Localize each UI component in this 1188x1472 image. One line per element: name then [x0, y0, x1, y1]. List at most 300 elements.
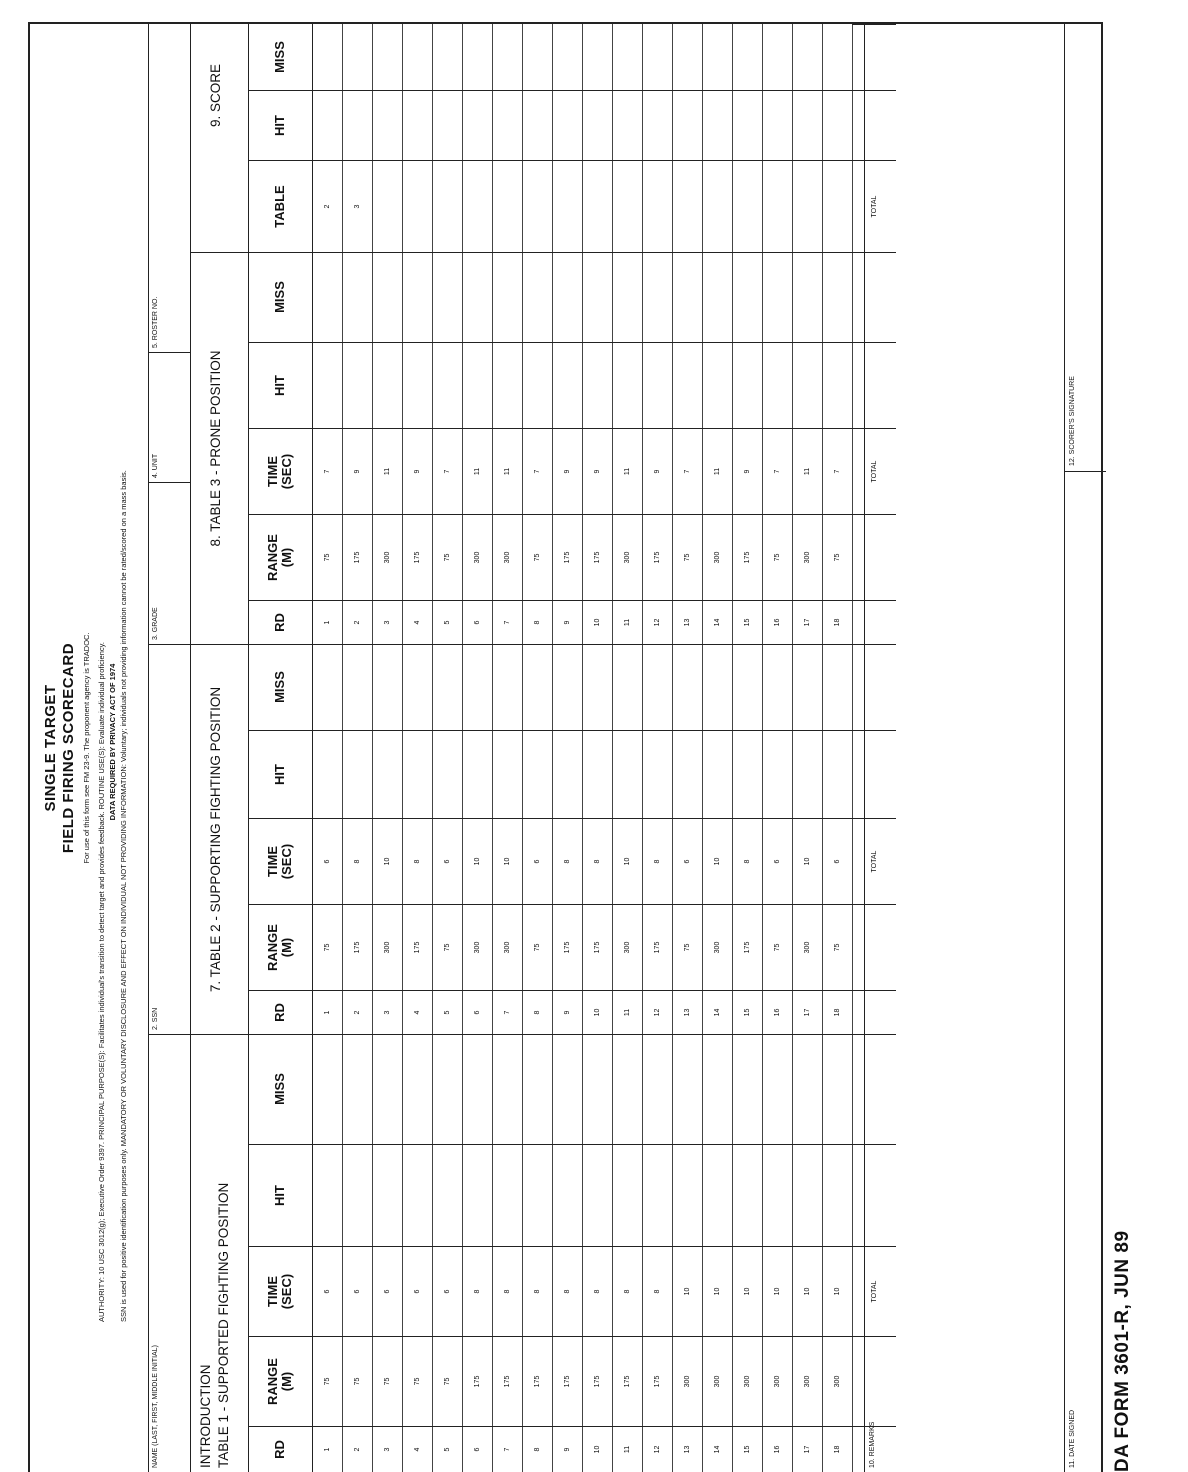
table2-cell: 15 [732, 990, 762, 1034]
table2-cell[interactable] [402, 644, 432, 730]
table1-cell[interactable] [522, 1034, 552, 1144]
table2-cell[interactable] [462, 730, 492, 818]
scorer-signature-field[interactable]: 12. SCORER'S SIGNATURE [1069, 376, 1076, 466]
score-cell[interactable] [822, 160, 852, 252]
table-row [492, 253, 523, 644]
table1-cell: 11 [612, 1426, 642, 1472]
table1-cell[interactable] [342, 1034, 372, 1144]
table1-cell: 12 [642, 1426, 672, 1472]
table3-cell[interactable] [402, 252, 432, 342]
table1-cell[interactable] [792, 1144, 822, 1246]
table2-cell: 75 [522, 904, 552, 990]
score-header-miss: MISS [272, 41, 287, 73]
table2-cell[interactable] [672, 644, 702, 730]
score-cell[interactable] [372, 90, 402, 160]
table2-cell: 1 [312, 990, 342, 1034]
table1-cell: 175 [642, 1336, 672, 1426]
table3-cell: 75 [522, 514, 552, 600]
table3-cell[interactable] [372, 252, 402, 342]
table3-cell[interactable] [702, 252, 732, 342]
table2-cell: 8 [402, 818, 432, 904]
table3-cell: 300 [702, 514, 732, 600]
score-cell[interactable] [642, 160, 672, 252]
score-cell[interactable] [642, 90, 672, 160]
form-frame [28, 22, 1103, 1472]
table2-cell[interactable] [612, 730, 642, 818]
table1-cell[interactable] [462, 1034, 492, 1144]
table3-cell[interactable] [342, 252, 372, 342]
table1-cell: 17 [792, 1426, 822, 1472]
table1-cell: 18 [822, 1426, 852, 1472]
table3-cell[interactable] [732, 252, 762, 342]
score-cell[interactable] [342, 24, 372, 90]
table3-cell[interactable] [522, 342, 552, 428]
table1-cell: 300 [792, 1336, 822, 1426]
score-cell[interactable] [432, 160, 462, 252]
table3-cell: 75 [672, 514, 702, 600]
table3-header-rd: RD [248, 600, 312, 644]
table1-cell: 6 [462, 1426, 492, 1472]
score-cell[interactable] [522, 24, 552, 90]
score-cell[interactable] [372, 160, 402, 252]
score-cell[interactable] [672, 160, 702, 252]
table1-cell[interactable] [312, 1034, 342, 1144]
table2-cell: 10 [612, 818, 642, 904]
table2-cell[interactable] [822, 644, 852, 730]
table2-cell[interactable] [792, 730, 822, 818]
table-row [342, 253, 373, 644]
table2-cell[interactable] [792, 644, 822, 730]
table-row [342, 24, 373, 252]
table1-cell[interactable] [762, 1034, 792, 1144]
table3-cell: 175 [552, 514, 582, 600]
table2-cell: 175 [582, 904, 612, 990]
table2-cell[interactable] [342, 730, 372, 818]
table1-cell: 75 [312, 1336, 342, 1426]
score-cell[interactable] [432, 90, 462, 160]
score-cell[interactable] [372, 24, 402, 90]
table-row [342, 645, 373, 1034]
table3-cell[interactable] [702, 342, 732, 428]
table-row [822, 645, 853, 1034]
table-row [702, 24, 733, 252]
table1-cell: 4 [402, 1426, 432, 1472]
table3-cell[interactable] [462, 252, 492, 342]
score-cell[interactable] [702, 90, 732, 160]
table1-cell: 14 [702, 1426, 732, 1472]
table2-cell[interactable] [822, 730, 852, 818]
score-cell[interactable] [732, 24, 762, 90]
table2-cell[interactable] [312, 730, 342, 818]
table1-cell: 300 [822, 1336, 852, 1426]
table2-cell[interactable] [582, 730, 612, 818]
table1-cell[interactable] [732, 1144, 762, 1246]
table1-cell: 5 [432, 1426, 462, 1472]
table2-cell[interactable] [372, 644, 402, 730]
table2-cell[interactable] [762, 644, 792, 730]
score-cell[interactable] [582, 160, 612, 252]
form-title-line1: SINGLE TARGET [42, 684, 59, 812]
score-cell: 2 [312, 160, 342, 252]
table1-cell: 10 [702, 1246, 732, 1336]
table3-cell: 11 [612, 428, 642, 514]
table1-cell[interactable] [822, 1034, 852, 1144]
score-cell[interactable] [612, 90, 642, 160]
table2-cell[interactable] [702, 644, 732, 730]
table2-cell: 11 [612, 990, 642, 1034]
grade-field[interactable]: 3. GRADE [149, 482, 191, 644]
table2-caption [190, 645, 249, 1034]
score-cell[interactable] [762, 24, 792, 90]
table-row [612, 24, 643, 252]
table-row [792, 645, 823, 1034]
table1-cell: 8 [522, 1426, 552, 1472]
table-row [372, 24, 403, 252]
table1-cell[interactable] [492, 1034, 522, 1144]
table2-header-range: RANGE (M) [248, 904, 312, 990]
table3-cell[interactable] [492, 342, 522, 428]
table3-cell: 8 [522, 600, 552, 644]
privacy-statement [96, 162, 129, 1322]
table3-cell[interactable] [582, 252, 612, 342]
table2-cell: 2 [342, 990, 372, 1034]
score-caption [190, 24, 249, 252]
date-signed-field[interactable]: 11. DATE SIGNED [1069, 1409, 1076, 1468]
table-row [552, 253, 583, 644]
table2-cell[interactable] [462, 644, 492, 730]
table3-cell: 10 [582, 600, 612, 644]
table-row [792, 253, 823, 644]
table1-cell[interactable] [672, 1034, 702, 1144]
table2-cell[interactable] [522, 730, 552, 818]
score-cell[interactable] [492, 90, 522, 160]
table2-cell[interactable] [552, 644, 582, 730]
table-row [612, 253, 643, 644]
table3-cell: 300 [612, 514, 642, 600]
table3-cell[interactable] [792, 342, 822, 428]
table-row [402, 1035, 433, 1472]
table1-cell[interactable] [312, 1144, 342, 1246]
table-row [672, 645, 703, 1034]
table2-cell[interactable] [702, 730, 732, 818]
table3-cell: 7 [822, 428, 852, 514]
table-row [312, 645, 343, 1034]
table3-cell[interactable] [612, 252, 642, 342]
table3-cell[interactable] [642, 252, 672, 342]
roster-number-field[interactable]: 5. ROSTER NO. [152, 296, 159, 348]
ssn-field[interactable]: 2. SSN [149, 644, 191, 1034]
table3-cell[interactable] [642, 342, 672, 428]
table-row [312, 24, 343, 252]
score-cell[interactable] [762, 160, 792, 252]
table-row [552, 24, 583, 252]
table-row [582, 24, 613, 252]
table2-cell: 10 [792, 818, 822, 904]
table1-cell[interactable] [342, 1144, 372, 1246]
score-cell[interactable] [762, 90, 792, 160]
score-cell[interactable] [642, 24, 672, 90]
table3-cell[interactable] [672, 252, 702, 342]
table3-cell: 7 [522, 428, 552, 514]
score-cell[interactable] [492, 160, 522, 252]
table3-cell: 16 [762, 600, 792, 644]
table3-cell[interactable] [372, 342, 402, 428]
table3-cell: 1 [312, 600, 342, 644]
table1-cell[interactable] [642, 1144, 672, 1246]
table3-cell[interactable] [762, 252, 792, 342]
table2-cell[interactable] [402, 730, 432, 818]
table3-cell: 75 [312, 514, 342, 600]
table1-cell: 6 [312, 1246, 342, 1336]
table2-cell[interactable] [342, 644, 372, 730]
table3-cell[interactable] [312, 252, 342, 342]
score-cell[interactable] [792, 24, 822, 90]
table1-cell[interactable] [642, 1034, 672, 1144]
table2-cell[interactable] [582, 644, 612, 730]
table3-cell[interactable] [762, 342, 792, 428]
table1-cell: 175 [582, 1336, 612, 1426]
table-row [312, 253, 343, 644]
table1-cell[interactable] [372, 1034, 402, 1144]
table3-cell: 11 [702, 428, 732, 514]
table1-cell: 10 [822, 1246, 852, 1336]
score-cell[interactable] [582, 90, 612, 160]
table3-cell: 175 [732, 514, 762, 600]
table1-cell: 6 [372, 1246, 402, 1336]
table2-cell[interactable] [732, 730, 762, 818]
table2-cell[interactable] [732, 644, 762, 730]
table1-cell: 10 [672, 1246, 702, 1336]
table1-cell[interactable] [552, 1034, 582, 1144]
table3-cell[interactable] [312, 342, 342, 428]
table1-cell[interactable] [732, 1034, 762, 1144]
score-cell[interactable] [582, 24, 612, 90]
score-cell[interactable] [822, 90, 852, 160]
table1-cell[interactable] [672, 1144, 702, 1246]
table1-cell[interactable] [582, 1144, 612, 1246]
table1-cell[interactable] [402, 1144, 432, 1246]
unit-field[interactable]: 4. UNIT [149, 352, 191, 482]
table2-cell: 3 [372, 990, 402, 1034]
table1-cell: 13 [672, 1426, 702, 1472]
table3-cell: 11 [372, 428, 402, 514]
table1-cell: 175 [522, 1336, 552, 1426]
table-row [492, 645, 523, 1034]
score-header-table: TABLE [248, 160, 312, 252]
table-row [492, 1035, 523, 1472]
score-cell[interactable] [552, 160, 582, 252]
score-cell[interactable] [702, 24, 732, 90]
table2-cell: 6 [762, 818, 792, 904]
table3-cell[interactable] [462, 342, 492, 428]
table1-cell[interactable] [762, 1144, 792, 1246]
table1-cell[interactable] [582, 1034, 612, 1144]
score-cell[interactable] [342, 90, 372, 160]
table3-total-label: TOTAL [852, 428, 896, 514]
form-title-line2: FIELD FIRING SCORECARD [60, 642, 77, 854]
table1-cell: 6 [402, 1246, 432, 1336]
table1-cell[interactable] [702, 1034, 732, 1144]
score-cell[interactable] [612, 24, 642, 90]
table1-cell[interactable] [462, 1144, 492, 1246]
score-cell[interactable] [522, 90, 552, 160]
table3-cell[interactable] [822, 342, 852, 428]
table2-cell[interactable] [492, 730, 522, 818]
table1-cell[interactable] [402, 1034, 432, 1144]
table-row [732, 253, 763, 644]
table1-cell[interactable] [552, 1144, 582, 1246]
table1-cell: 300 [702, 1336, 732, 1426]
table3-cell: 7 [672, 428, 702, 514]
table1-cell[interactable] [522, 1144, 552, 1246]
score-cell[interactable] [312, 24, 342, 90]
table-row [642, 24, 673, 252]
score-cell[interactable] [612, 160, 642, 252]
score-cell[interactable] [492, 24, 522, 90]
score-cell[interactable] [732, 90, 762, 160]
table2-cell[interactable] [372, 730, 402, 818]
table2-cell: 300 [372, 904, 402, 990]
ssn-disclosure-text: SSN is used for positive identification purposes only. MANDATORY OR VOLUNTARY DISCLOSURE AND EFFECT ON INDIVIDUAL NOT PROVIDING INFORMATION: Voluntary; individuals not providing information cannot be rated/scored on a mass basis. [119, 470, 128, 1322]
table3-cell: 75 [822, 514, 852, 600]
table3-cell: 17 [792, 600, 822, 644]
table-row [672, 1035, 703, 1472]
table3-cell[interactable] [432, 342, 462, 428]
authority-text: AUTHORITY: 10 USC 3012(g); Executive Order 9397. PRINCIPAL PURPOSE(S): Facilitates individual's transition to detect target and provides feedback. ROUTINE USE(S): Evaluate individual proficiency. [97, 642, 106, 1322]
table1-cell[interactable] [702, 1144, 732, 1246]
table3-cell[interactable] [582, 342, 612, 428]
score-cell[interactable] [822, 24, 852, 90]
table2-cell: 16 [762, 990, 792, 1034]
table1-cell[interactable] [372, 1144, 402, 1246]
table3-cell[interactable] [522, 252, 552, 342]
table2-cell: 300 [702, 904, 732, 990]
table1-cell[interactable] [432, 1144, 462, 1246]
table-row [792, 1035, 823, 1472]
score-cell[interactable] [672, 90, 702, 160]
table2-header-miss: MISS [272, 671, 287, 703]
table3-cell: 9 [582, 428, 612, 514]
table3-cell[interactable] [612, 342, 642, 428]
score-cell[interactable] [672, 24, 702, 90]
table-row [372, 1035, 403, 1472]
table3-cell[interactable] [822, 252, 852, 342]
table3-cell: 175 [582, 514, 612, 600]
table3-cell: 5 [432, 600, 462, 644]
table3-cell[interactable] [432, 252, 462, 342]
table2-cell: 175 [732, 904, 762, 990]
score-cell[interactable] [552, 90, 582, 160]
table3-cell[interactable] [672, 342, 702, 428]
table3-cell[interactable] [492, 252, 522, 342]
table1-cell[interactable] [822, 1144, 852, 1246]
table2-cell[interactable] [552, 730, 582, 818]
remarks-section[interactable] [864, 24, 1065, 1472]
table3-cell[interactable] [792, 252, 822, 342]
table3-cell: 14 [702, 600, 732, 644]
score-cell[interactable] [522, 160, 552, 252]
table3-cell[interactable] [402, 342, 432, 428]
table3-cell: 9 [642, 428, 672, 514]
table2-cell: 75 [672, 904, 702, 990]
table2-cell[interactable] [312, 644, 342, 730]
score-cell[interactable] [312, 90, 342, 160]
table1-cell[interactable] [432, 1034, 462, 1144]
table3-cell: 9 [342, 428, 372, 514]
table3-cell: 300 [372, 514, 402, 600]
table3-cell: 15 [732, 600, 762, 644]
table2-cell[interactable] [642, 730, 672, 818]
table3-cell: 11 [462, 428, 492, 514]
score-cell[interactable] [462, 24, 492, 90]
name-field[interactable]: NAME (LAST, FIRST, MIDDLE INITIAL) [149, 1034, 191, 1472]
table3-cell: 9 [552, 428, 582, 514]
score-cell[interactable] [402, 90, 432, 160]
table-row [552, 1035, 583, 1472]
table3-cell[interactable] [552, 342, 582, 428]
table-row [612, 645, 643, 1034]
table3-cell[interactable] [732, 342, 762, 428]
score-cell[interactable] [402, 160, 432, 252]
score-cell[interactable] [552, 24, 582, 90]
table2-cell: 12 [642, 990, 672, 1034]
table2-cell[interactable] [762, 730, 792, 818]
table3-cell: 2 [342, 600, 372, 644]
table2-cell[interactable] [672, 730, 702, 818]
score-cell[interactable] [462, 160, 492, 252]
table-row [372, 253, 403, 644]
table1-cell: 8 [582, 1246, 612, 1336]
table1-cell: 175 [492, 1336, 522, 1426]
table1-total-label: TOTAL [852, 1246, 896, 1336]
score-cell[interactable] [702, 160, 732, 252]
table3-cell: 7 [492, 600, 522, 644]
table-row [522, 645, 553, 1034]
table3-cell[interactable] [552, 252, 582, 342]
table2-cell[interactable] [432, 644, 462, 730]
table1-cell: 8 [642, 1246, 672, 1336]
table3-cell[interactable] [342, 342, 372, 428]
table1-cell[interactable] [492, 1144, 522, 1246]
table2-cell: 10 [702, 818, 732, 904]
score-cell[interactable] [402, 24, 432, 90]
table1-cell: 75 [342, 1336, 372, 1426]
score-cell[interactable] [792, 90, 822, 160]
table1-cell[interactable] [612, 1144, 642, 1246]
table1-cell: 10 [582, 1426, 612, 1472]
table2-cell[interactable] [432, 730, 462, 818]
table1-cell[interactable] [612, 1034, 642, 1144]
score-cell[interactable] [432, 24, 462, 90]
table3-cell: 12 [642, 600, 672, 644]
table2-cell[interactable] [492, 644, 522, 730]
table3-cell: 75 [432, 514, 462, 600]
table3-cell: 300 [462, 514, 492, 600]
score-section [190, 24, 878, 252]
table2-cell[interactable] [642, 644, 672, 730]
table1-cell[interactable] [792, 1034, 822, 1144]
table-row [702, 253, 733, 644]
score-cell[interactable] [732, 160, 762, 252]
score-cell[interactable] [462, 90, 492, 160]
table2-cell[interactable] [612, 644, 642, 730]
score-cell[interactable] [792, 160, 822, 252]
table-row [822, 24, 853, 252]
table3-cell: 6 [462, 600, 492, 644]
table2-cell[interactable] [522, 644, 552, 730]
table2-cell: 14 [702, 990, 732, 1034]
table1-header-time: TIME (SEC) [248, 1246, 312, 1336]
